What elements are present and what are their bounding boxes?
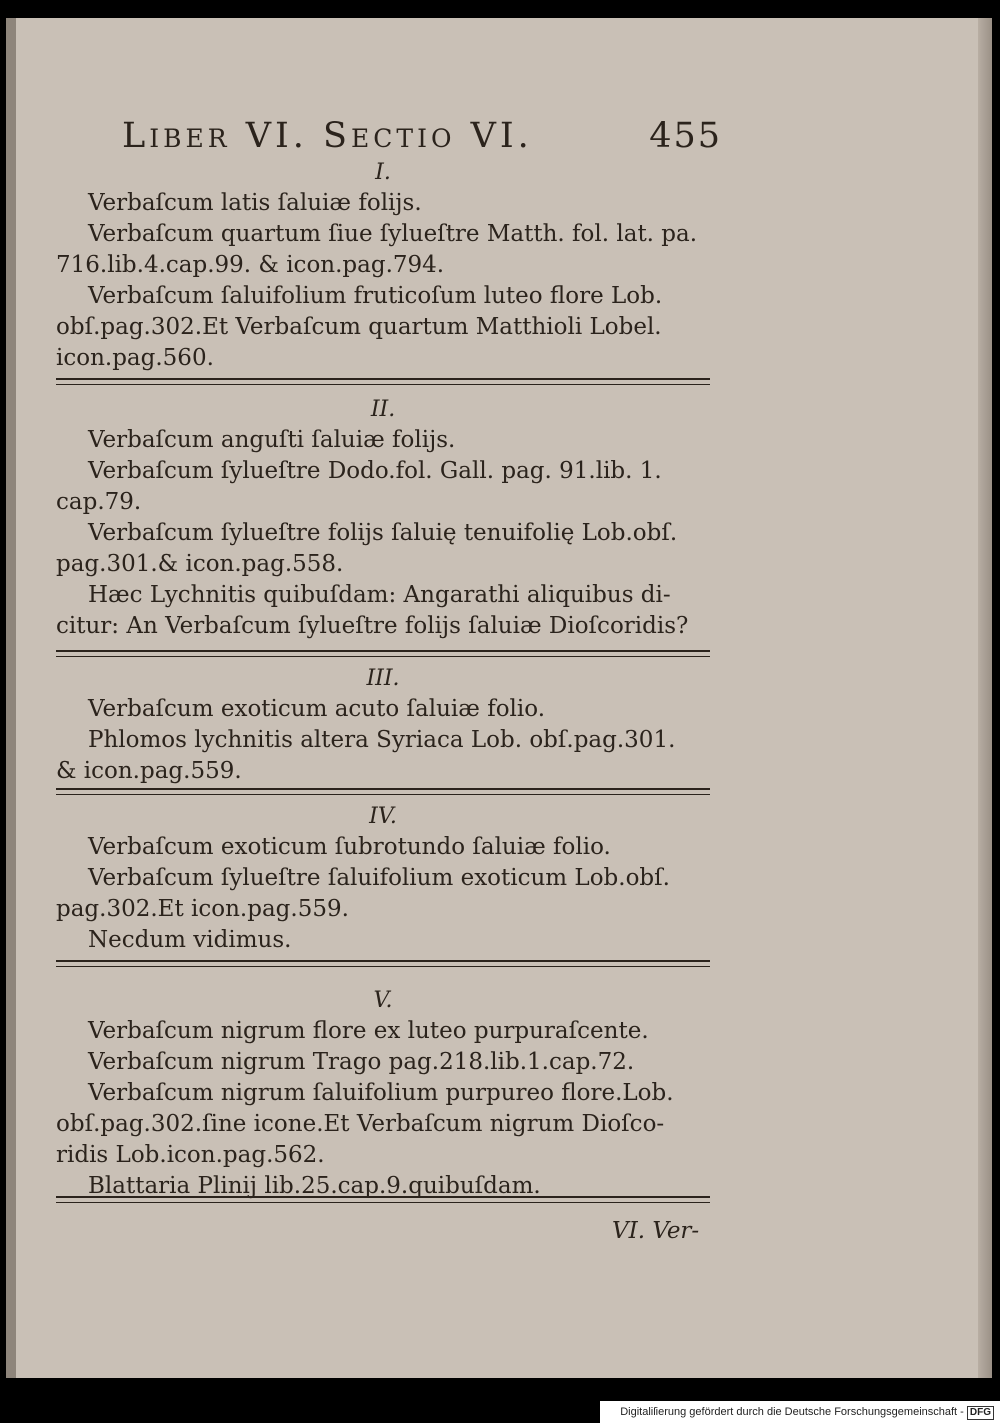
digitization-footer	[600, 1401, 1000, 1423]
page-number: 455	[649, 116, 722, 156]
text-line: Verbaſcum ſaluifolium fruticoſum luteo flore Lob.	[88, 283, 663, 309]
text-line: Verbaſcum nigrum ſaluifolium purpureo flore.Lob.	[88, 1080, 674, 1106]
text-line: citur: An Verbaſcum ſylueſtre folijs ſaluiæ Dioſcoridis?	[56, 613, 689, 639]
book-page	[6, 18, 992, 1378]
running-head	[122, 106, 722, 166]
section-4	[56, 802, 710, 956]
text-line: obſ.pag.302.ſine icone.Et Verbaſcum nigrum Dioſco-	[56, 1111, 665, 1137]
text-line: & icon.pag.559.	[56, 758, 242, 784]
text-line: cap.79.	[56, 489, 142, 515]
text-line: pag.302.Et icon.pag.559.	[56, 896, 349, 922]
text-line: Verbaſcum nigrum flore ex luteo purpuraſcente.	[88, 1018, 649, 1044]
text-line: 716.lib.4.cap.99. & icon.pag.794.	[56, 252, 445, 278]
text-line: Verbaſcum exoticum ſubrotundo ſaluiæ folio.	[88, 834, 611, 860]
text-line: Verbaſcum ſylueſtre folijs ſaluię tenuifolię Lob.obſ.	[88, 520, 678, 546]
text-line: icon.pag.560.	[56, 345, 214, 371]
footer-text: Digitaliſierung gefördert durch die Deutsche Forschungsgemeinschaft -	[620, 1406, 964, 1418]
section-divider	[56, 1196, 710, 1203]
section-numeral: V.	[373, 988, 393, 1013]
text-line: Verbaſcum quartum ſiue ſylueſtre Matth. fol. lat. pa.	[88, 221, 698, 247]
text-line: Verbaſcum ſylueſtre Dodo.fol. Gall. pag. 91.lib. 1.	[88, 458, 662, 484]
section-numeral: II.	[370, 397, 396, 422]
dfg-logo: DFG	[967, 1406, 994, 1420]
section-numeral: III.	[366, 666, 400, 691]
text-line: Verbaſcum nigrum Trago pag.218.lib.1.cap.72.	[88, 1049, 635, 1075]
text-line: Hæc Lychnitis quibuſdam: Angarathi aliquibus di-	[88, 582, 671, 608]
text-line: Necdum vidimus.	[88, 927, 292, 953]
section-divider	[56, 788, 710, 795]
text-line: Verbaſcum anguſti ſaluiæ folijs.	[88, 427, 456, 453]
section-divider	[56, 650, 710, 657]
section-5	[56, 986, 710, 1202]
running-title: Liber VI. Sectio VI.	[122, 116, 533, 156]
section-1	[56, 158, 710, 374]
section-divider	[56, 378, 710, 385]
section-numeral: IV.	[369, 804, 397, 829]
text-line: Phlomos lychnitis altera Syriaca Lob. obſ.pag.301.	[88, 727, 676, 753]
section-divider	[56, 960, 710, 967]
section-2	[56, 395, 710, 642]
text-line: Verbaſcum exoticum acuto ſaluiæ folio.	[88, 696, 546, 722]
section-3	[56, 664, 710, 787]
text-line: obſ.pag.302.Et Verbaſcum quartum Matthioli Lobel.	[56, 314, 662, 340]
text-line: Verbaſcum latis ſaluiæ folijs.	[88, 190, 422, 216]
catchword: VI. Ver-	[612, 1218, 700, 1244]
text-line: ridis Lob.icon.pag.562.	[56, 1142, 325, 1168]
section-numeral: I.	[375, 160, 391, 185]
text-line: Verbaſcum ſylueſtre ſaluifolium exoticum Lob.obſ.	[88, 865, 670, 891]
text-line: pag.301.& icon.pag.558.	[56, 551, 344, 577]
text-line: Blattaria Plinij lib.25.cap.9.quibuſdam.	[88, 1173, 541, 1199]
